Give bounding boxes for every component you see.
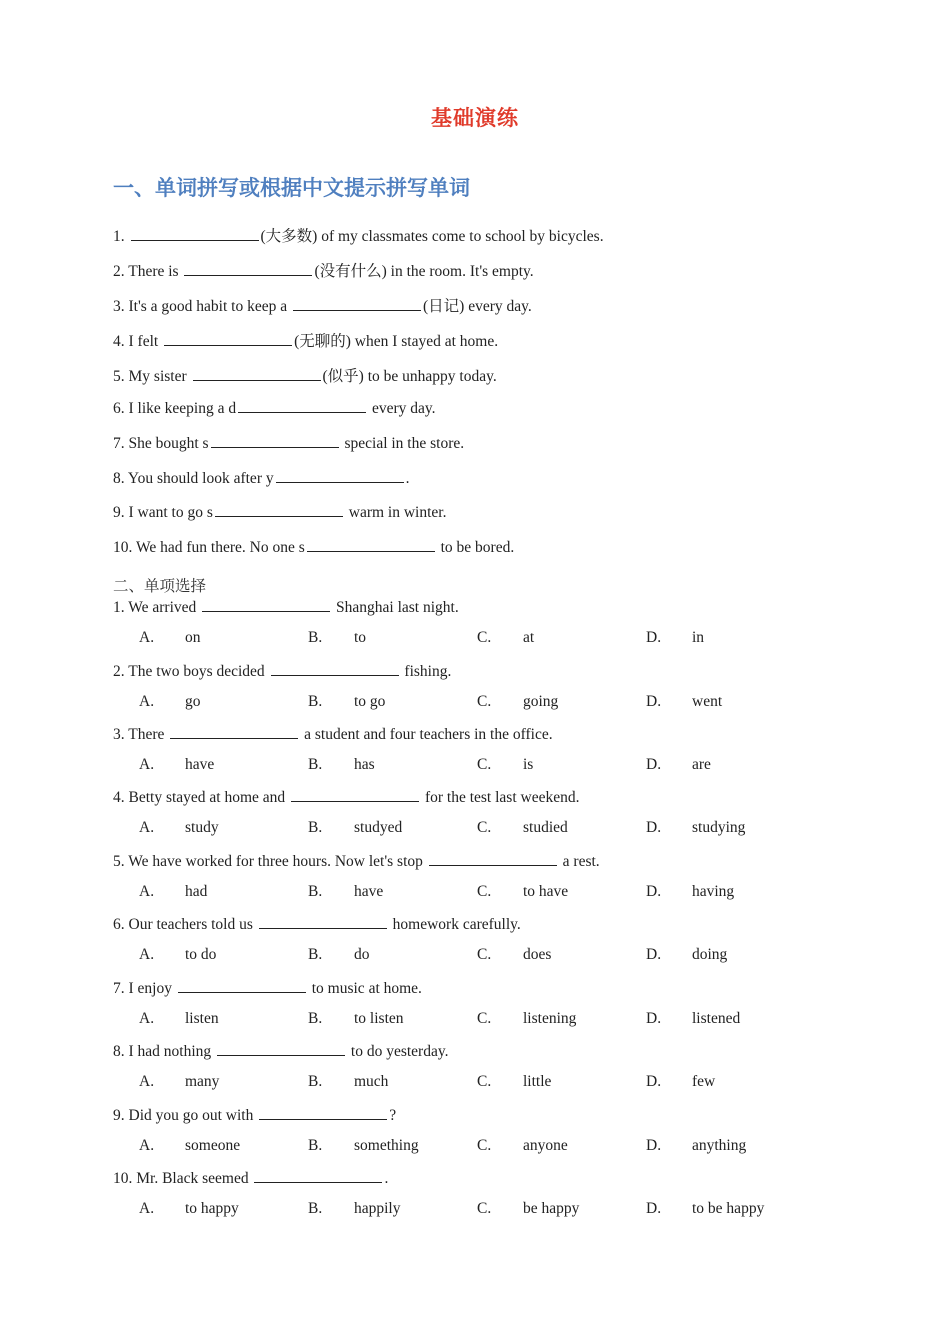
question-prefix: 5. We have worked for three hours. Now let's stop xyxy=(113,853,427,870)
question-suffix: to do yesterday. xyxy=(347,1043,449,1060)
option-text: having xyxy=(692,883,735,900)
option-text: on xyxy=(185,629,201,646)
option-letter: B. xyxy=(308,1073,323,1090)
item-prefix: 7. She bought s xyxy=(113,435,209,452)
answer-blank[interactable] xyxy=(238,398,366,413)
question-stem xyxy=(113,1168,388,1188)
option-letter: B. xyxy=(308,629,323,646)
question-stem xyxy=(113,1041,448,1061)
option-letter: B. xyxy=(308,1200,323,1217)
answer-blank[interactable] xyxy=(211,433,339,448)
option-text: doing xyxy=(692,946,728,963)
option-text: have xyxy=(185,756,215,773)
option-letter: D. xyxy=(646,819,662,836)
option-letter: C. xyxy=(477,693,492,710)
item-suffix: special in the store. xyxy=(340,435,465,452)
option-letter: C. xyxy=(477,819,492,836)
option-text: to have xyxy=(523,883,569,900)
question-stem xyxy=(113,597,459,617)
item-prefix: 8. You should look after y xyxy=(113,470,274,487)
option-text: few xyxy=(692,1073,716,1090)
option-text: going xyxy=(523,693,559,710)
option-letter: B. xyxy=(308,1137,323,1154)
question-stem xyxy=(113,914,521,934)
option-text: listen xyxy=(185,1010,219,1027)
option-letter: B. xyxy=(308,693,323,710)
question-prefix: 3. There xyxy=(113,726,169,743)
option-letter: C. xyxy=(477,1137,492,1154)
option-letter: C. xyxy=(477,1010,492,1027)
question-stem xyxy=(113,724,553,744)
question-suffix: a rest. xyxy=(558,853,600,870)
item-prefix: 5. My sister xyxy=(113,368,191,385)
spelling-item xyxy=(113,433,464,453)
question-suffix: ? xyxy=(389,1107,397,1124)
item-suffix: (无聊的) when I stayed at home. xyxy=(294,333,499,350)
spelling-item xyxy=(113,398,436,418)
item-suffix: (大多数) of my classmates come to school by bicycles. xyxy=(260,228,604,245)
option-text: anyone xyxy=(523,1137,568,1154)
section-1-heading: 一、单词拼写或根据中文提示拼写单词 xyxy=(113,176,470,200)
option-letter: B. xyxy=(308,756,323,773)
option-letter: A. xyxy=(139,1010,155,1027)
option-text: to happy xyxy=(185,1200,239,1217)
item-prefix: 6. I like keeping a d xyxy=(113,400,237,417)
item-prefix: 4. I felt xyxy=(113,333,163,350)
question-prefix: 2. The two boys decided xyxy=(113,663,269,680)
option-letter: D. xyxy=(646,946,662,963)
answer-blank[interactable] xyxy=(307,537,435,552)
question-prefix: 9. Did you go out with xyxy=(113,1107,258,1124)
answer-blank[interactable] xyxy=(276,468,404,483)
option-text: in xyxy=(692,629,705,646)
option-letter: B. xyxy=(308,819,323,836)
option-letter: D. xyxy=(646,629,662,646)
option-letter: B. xyxy=(308,946,323,963)
option-text: to listen xyxy=(354,1010,404,1027)
option-letter: C. xyxy=(477,946,492,963)
item-prefix: 9. I want to go s xyxy=(113,504,213,521)
item-prefix: 10. We had fun there. No one s xyxy=(113,539,305,556)
option-text: something xyxy=(354,1137,419,1154)
question-prefix: 8. I had nothing xyxy=(113,1043,216,1060)
item-suffix: (没有什么) in the room. It's empty. xyxy=(314,263,534,280)
question-suffix: Shanghai last night. xyxy=(332,599,459,616)
option-letter: D. xyxy=(646,1137,662,1154)
answer-blank[interactable] xyxy=(271,661,399,676)
spelling-item xyxy=(113,364,497,386)
spelling-item xyxy=(113,329,498,351)
item-suffix: every day. xyxy=(368,400,436,417)
spelling-item xyxy=(113,294,532,316)
answer-blank[interactable] xyxy=(259,1105,387,1120)
option-text: studying xyxy=(692,819,746,836)
option-letter: A. xyxy=(139,1073,155,1090)
answer-blank[interactable] xyxy=(170,724,298,739)
question-prefix: 6. Our teachers told us xyxy=(113,916,257,933)
option-letter: B. xyxy=(308,1010,323,1027)
option-text: does xyxy=(523,946,552,963)
answer-blank[interactable] xyxy=(429,851,557,866)
answer-blank[interactable] xyxy=(193,366,321,381)
option-letter: A. xyxy=(139,883,155,900)
question-suffix: homework carefully. xyxy=(388,916,521,933)
answer-blank[interactable] xyxy=(178,978,306,993)
item-suffix: warm in winter. xyxy=(344,504,447,521)
option-text: someone xyxy=(185,1137,241,1154)
option-letter: A. xyxy=(139,819,155,836)
option-letter: D. xyxy=(646,1073,662,1090)
answer-blank[interactable] xyxy=(254,1168,382,1183)
item-suffix: (日记) every day. xyxy=(423,298,532,315)
question-stem xyxy=(113,1105,396,1125)
option-text: do xyxy=(354,946,370,963)
option-text: be happy xyxy=(523,1200,580,1217)
option-text: has xyxy=(354,756,375,773)
option-letter: A. xyxy=(139,693,155,710)
option-letter: D. xyxy=(646,1010,662,1027)
option-letter: A. xyxy=(139,1200,155,1217)
option-letter: A. xyxy=(139,756,155,773)
question-stem xyxy=(113,851,600,871)
spelling-item xyxy=(113,468,409,488)
question-suffix: for the test last weekend. xyxy=(421,789,580,806)
option-text: studied xyxy=(523,819,568,836)
option-text: at xyxy=(523,629,535,646)
answer-blank[interactable] xyxy=(202,597,330,612)
answer-blank[interactable] xyxy=(215,502,343,517)
option-text: little xyxy=(523,1073,552,1090)
option-text: to be happy xyxy=(692,1200,765,1217)
answer-blank[interactable] xyxy=(131,226,259,241)
option-text: had xyxy=(185,883,208,900)
question-suffix: fishing. xyxy=(400,663,452,680)
option-text: to go xyxy=(354,693,386,710)
option-letter: A. xyxy=(139,1137,155,1154)
option-text: studyed xyxy=(354,819,403,836)
question-suffix: to music at home. xyxy=(307,980,422,997)
option-letter: A. xyxy=(139,629,155,646)
question-stem xyxy=(113,661,451,681)
option-letter: D. xyxy=(646,756,662,773)
question-prefix: 10. Mr. Black seemed xyxy=(113,1170,253,1187)
item-suffix: to be bored. xyxy=(436,539,515,556)
question-suffix: . xyxy=(384,1170,389,1187)
option-letter: C. xyxy=(477,1200,492,1217)
option-letter: D. xyxy=(646,1200,662,1217)
option-text: to do xyxy=(185,946,217,963)
option-text: study xyxy=(185,819,219,836)
option-text: listening xyxy=(523,1010,577,1027)
page-title: 基础演练 xyxy=(431,106,519,130)
question-prefix: 7. I enjoy xyxy=(113,980,176,997)
option-text: happily xyxy=(354,1200,401,1217)
option-letter: D. xyxy=(646,883,662,900)
answer-blank[interactable] xyxy=(217,1041,345,1056)
option-text: listened xyxy=(692,1010,741,1027)
item-suffix: (似乎) to be unhappy today. xyxy=(322,368,497,385)
option-letter: A. xyxy=(139,946,155,963)
option-letter: C. xyxy=(477,1073,492,1090)
option-text: have xyxy=(354,883,384,900)
answer-blank[interactable] xyxy=(164,331,292,346)
item-prefix: 1. xyxy=(113,228,129,245)
option-letter: C. xyxy=(477,883,492,900)
option-text: are xyxy=(692,756,711,773)
item-prefix: 3. It's a good habit to keep a xyxy=(113,298,291,315)
option-letter: C. xyxy=(477,629,492,646)
option-text: went xyxy=(692,693,723,710)
option-letter: C. xyxy=(477,756,492,773)
spelling-item xyxy=(113,502,446,522)
section-2-heading: 二、单项选择 xyxy=(113,577,207,595)
question-stem xyxy=(113,787,579,807)
item-prefix: 2. There is xyxy=(113,263,183,280)
option-text: go xyxy=(185,693,201,710)
spelling-item xyxy=(113,224,604,246)
question-suffix: a student and four teachers in the office. xyxy=(300,726,553,743)
option-text: many xyxy=(185,1073,220,1090)
option-text: to xyxy=(354,629,367,646)
option-text: much xyxy=(354,1073,389,1090)
option-text: anything xyxy=(692,1137,747,1154)
answer-blank[interactable] xyxy=(291,787,419,802)
question-prefix: 1. We arrived xyxy=(113,599,201,616)
spelling-item xyxy=(113,537,514,557)
spelling-item xyxy=(113,259,534,281)
option-letter: D. xyxy=(646,693,662,710)
answer-blank[interactable] xyxy=(259,914,387,929)
option-letter: B. xyxy=(308,883,323,900)
option-text: is xyxy=(523,756,534,773)
answer-blank[interactable] xyxy=(184,261,312,276)
item-suffix: . xyxy=(405,470,410,487)
answer-blank[interactable] xyxy=(293,296,421,311)
question-stem xyxy=(113,978,422,998)
question-prefix: 4. Betty stayed at home and xyxy=(113,789,290,806)
